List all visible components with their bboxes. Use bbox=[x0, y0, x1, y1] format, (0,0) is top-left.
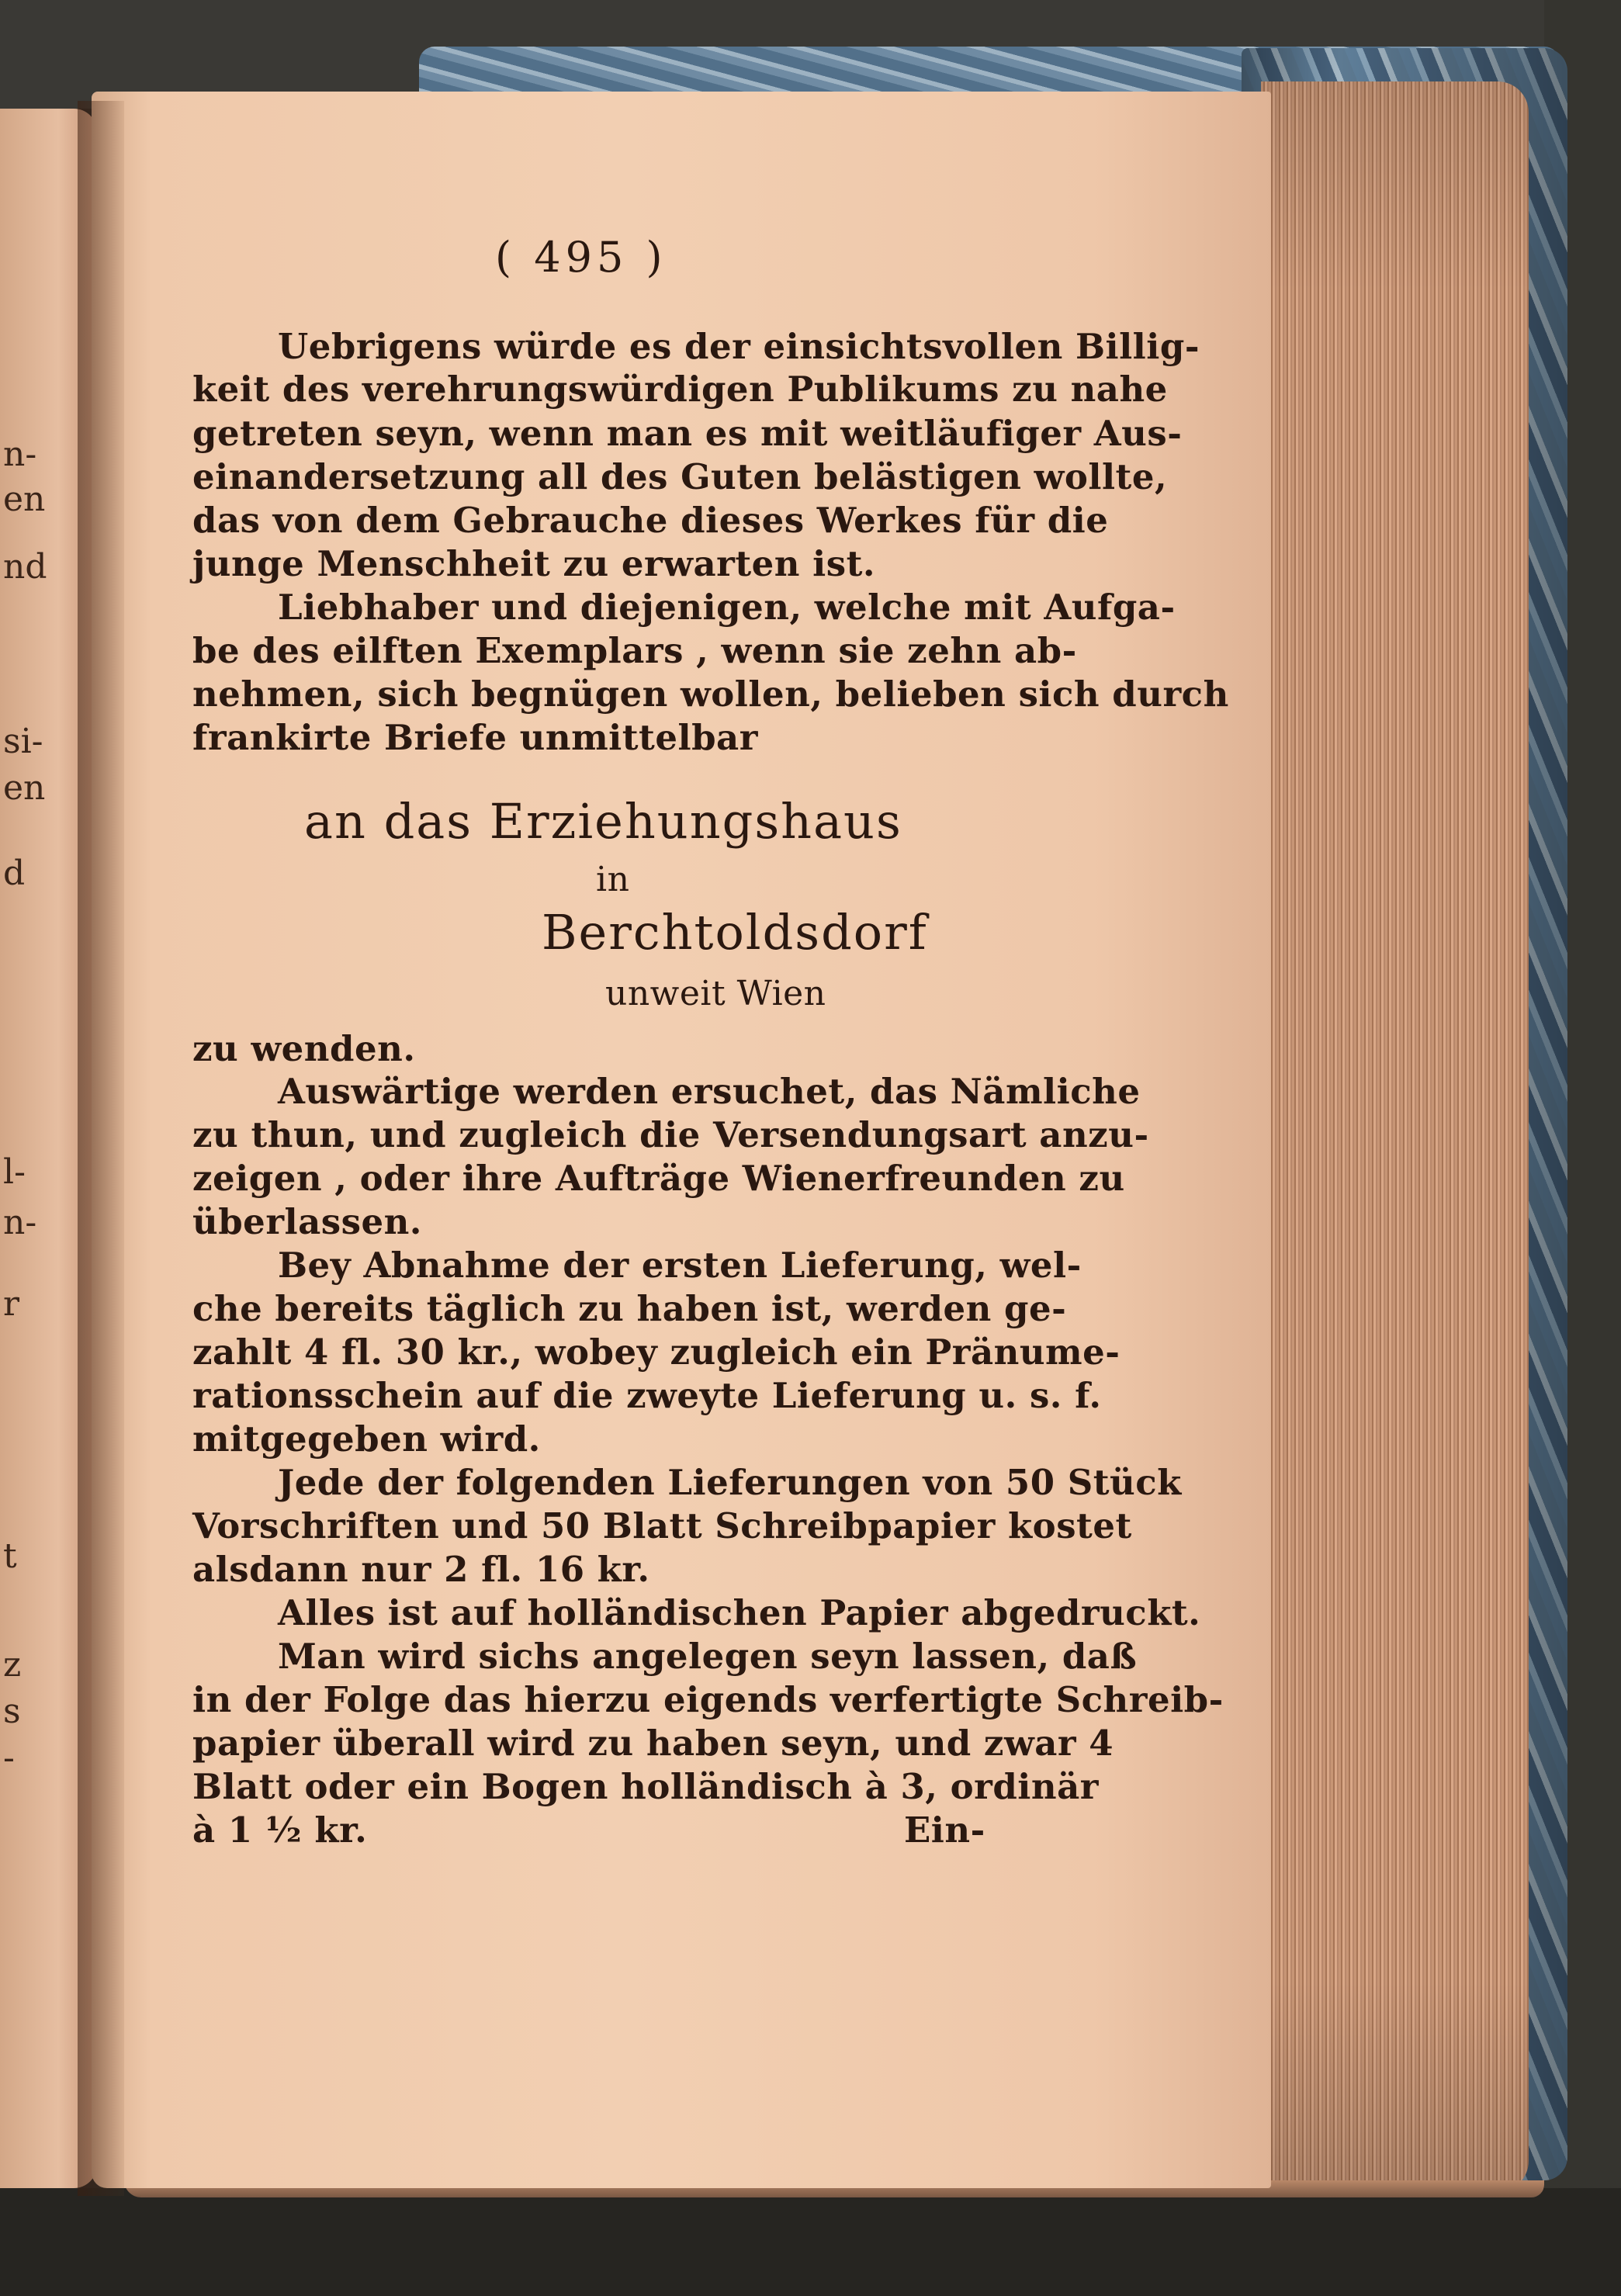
margin-fragment: r bbox=[3, 1284, 20, 1324]
text-line: keit des verehrungswürdigen Publikums zu nahe bbox=[192, 369, 1168, 410]
text-line: zeigen , oder ihre Aufträge Wienerfreunden zu bbox=[192, 1158, 1125, 1199]
margin-fragment: d bbox=[3, 854, 26, 893]
text-line: à 1 ½ kr. bbox=[192, 1809, 368, 1851]
address-line: Berchtoldsdorf bbox=[542, 904, 928, 961]
page-number: ( 495 ) bbox=[495, 233, 667, 282]
text-line: in der Folge das hierzu eigends verfertigte Schreib- bbox=[192, 1679, 1224, 1720]
text-line: Vorschriften und 50 Blatt Schreibpapier kostet bbox=[192, 1505, 1132, 1546]
gutter-shadow bbox=[78, 101, 124, 2196]
text-line: che bereits täglich zu haben ist, werden ge- bbox=[192, 1288, 1067, 1329]
margin-fragment: si- bbox=[3, 722, 43, 761]
page-edges bbox=[1261, 81, 1529, 2192]
text-line: be des eilften Exemplars , wenn sie zehn ab- bbox=[192, 630, 1077, 671]
margin-fragment: s bbox=[3, 1692, 21, 1731]
text-line: Uebrigens würde es der einsichtsvollen Billig- bbox=[278, 326, 1200, 367]
text-line: rationsschein auf die zweyte Lieferung u. s. f. bbox=[192, 1375, 1102, 1416]
margin-fragment: en bbox=[3, 480, 46, 519]
address-line: unweit Wien bbox=[605, 974, 826, 1013]
margin-fragment: nd bbox=[3, 547, 47, 587]
text-line: zu thun, und zugleich die Versendungsart anzu- bbox=[192, 1114, 1149, 1155]
text-line: alsdann nur 2 fl. 16 kr. bbox=[192, 1549, 650, 1590]
address-line: an das Erziehungshaus bbox=[304, 793, 902, 850]
text-line: einandersetzung all des Guten belästigen wollte, bbox=[192, 456, 1168, 497]
catchword: Ein- bbox=[904, 1809, 985, 1851]
text-line: Alles ist auf holländischen Papier abgedruckt. bbox=[278, 1592, 1201, 1633]
margin-fragment: t bbox=[3, 1536, 17, 1576]
text-line: Jede der folgenden Lieferungen von 50 Stück bbox=[278, 1462, 1182, 1503]
text-line: getreten seyn, wenn man es mit weitläufiger Aus- bbox=[192, 413, 1183, 454]
text-line: Liebhaber und diejenigen, welche mit Aufga- bbox=[278, 587, 1176, 628]
text-line: papier überall wird zu haben seyn, und zwar 4 bbox=[192, 1723, 1114, 1764]
text-line: Man wird sichs angelegen seyn lassen, daß bbox=[278, 1636, 1138, 1677]
text-line: mitgegeben wird. bbox=[192, 1418, 541, 1460]
text-line: überlassen. bbox=[192, 1201, 422, 1242]
margin-fragment: z bbox=[3, 1645, 22, 1685]
text-line: das von dem Gebrauche dieses Werkes für die bbox=[192, 500, 1109, 541]
text-line: nehmen, sich begnügen wollen, belieben sich durch bbox=[192, 674, 1229, 715]
margin-fragment: l- bbox=[3, 1152, 26, 1192]
margin-fragment: n- bbox=[3, 1203, 37, 1242]
text-line: frankirte Briefe unmittelbar bbox=[192, 717, 758, 758]
text-line: zu wenden. bbox=[192, 1028, 416, 1069]
margin-fragment: - bbox=[3, 1738, 15, 1778]
margin-fragment: en bbox=[3, 768, 46, 808]
backdrop-bottom bbox=[0, 2188, 1621, 2296]
text-line: zahlt 4 fl. 30 kr., wobey zugleich ein Pränume- bbox=[192, 1332, 1120, 1373]
text-line: Auswärtige werden ersuchet, das Nämliche bbox=[278, 1071, 1141, 1112]
text-line: junge Menschheit zu erwarten ist. bbox=[192, 543, 876, 584]
address-line: in bbox=[596, 860, 630, 899]
margin-fragment: n- bbox=[3, 435, 37, 474]
text-line: Blatt oder ein Bogen holländisch à 3, ordinär bbox=[192, 1766, 1099, 1807]
text-line: Bey Abnahme der ersten Lieferung, wel- bbox=[278, 1245, 1082, 1286]
